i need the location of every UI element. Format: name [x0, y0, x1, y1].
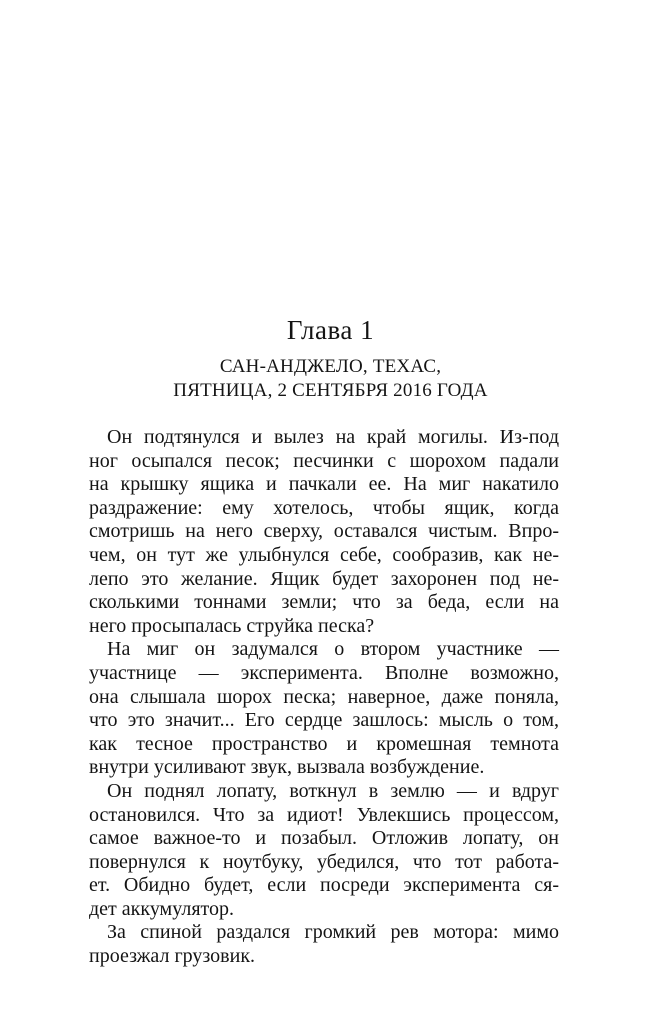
text-line: участнице — эксперимента. Вполне возможно,	[89, 661, 559, 684]
text-line: внутри усиливают звук, вызвала возбуждение.	[89, 756, 485, 779]
text-line: проезжал грузовик.	[89, 945, 256, 968]
text-line: ет. Обидно будет, если посреди эксперимента ся-	[89, 874, 559, 897]
text-line: на крышку ящика и пачкали ее. На миг накатило	[89, 473, 559, 496]
text-line: раздражение: ему хотелось, чтобы ящик, когда	[89, 496, 559, 519]
chapter-date: ПЯТНИЦА, 2 СЕНТЯБРЯ 2016 ГОДА	[173, 380, 488, 401]
text-line: На миг он задумался о втором участнике —	[107, 638, 559, 661]
text-line: Он подтянулся и вылез на край могилы. Из-под	[107, 426, 559, 448]
text-line: как тесное пространство и кромешная темнота	[89, 732, 559, 755]
chapter-body	[89, 426, 559, 969]
text-line: чем, он тут же улыбнулся себе, сообразив, как не-	[89, 543, 559, 566]
text-line: него просыпалась струйка песка?	[89, 614, 375, 637]
text-line: ног осыпался песок; песчинки с шорохом падали	[89, 449, 559, 472]
text-line: лепо это желание. Ящик будет захоронен под не-	[89, 567, 559, 590]
text-line: дет аккумулятор.	[89, 897, 234, 920]
text-line: что это значит... Его сердце зашлось: мысль о том,	[89, 709, 559, 732]
text-line: За спиной раздался громкий рев мотора: мимо	[107, 921, 559, 944]
chapter-title: Глава 1	[286, 315, 375, 345]
text-line: остановился. Что за идиот! Увлекшись процессом,	[89, 803, 559, 826]
text-line: она слышала шорох песка; наверное, даже поняла,	[89, 685, 559, 708]
text-line: повернулся к ноутбуку, убедился, что тот работа-	[89, 850, 559, 873]
text-line: сколькими тоннами земли; что за беда, если на	[89, 591, 559, 614]
chapter-location: САН-АНДЖЕЛО, ТЕХАС,	[219, 356, 442, 377]
text-line: Он поднял лопату, воткнул в землю — и вдруг	[107, 779, 559, 802]
text-line: смотришь на него сверху, оставался чистым. Впро-	[89, 520, 559, 543]
text-line: самое важное-то и позабыл. Отложив лопату, он	[89, 827, 559, 850]
